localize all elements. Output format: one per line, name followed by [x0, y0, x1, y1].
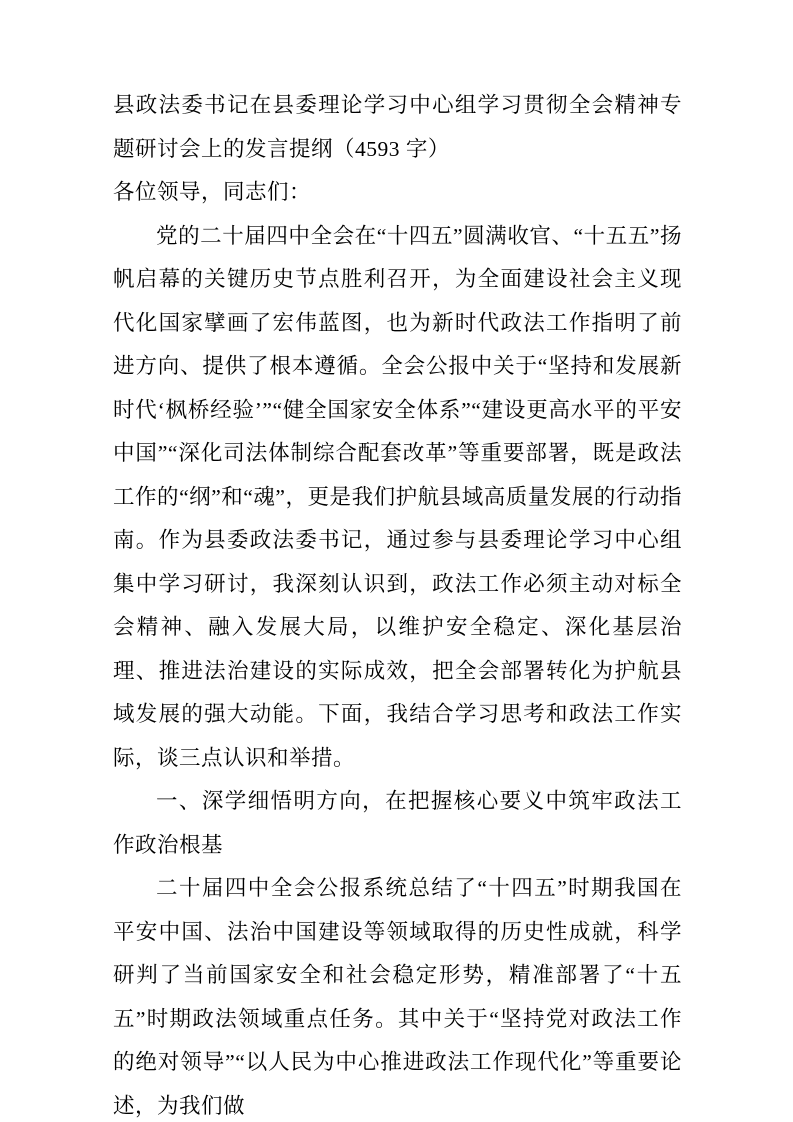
paragraph-1: 党的二十届四中全会在“十四五”圆满收官、“十五五”扬帆启幕的关键历史节点胜利召开，为全面建设社会主义现代化国家擘画了宏伟蓝图，也为新时代政法工作指明了前进方向、提供了根本遵循。全会公报中关于“坚持和发展新时代‘枫桥经验’”“健全国家安全体系”“建设更高水平的平安中国”“深化司法体制综合配套改革”等重要部署，既是政法工作的“纲”和“魂”，更是我们护航县域高质量发展的行动指南。作为县委政法委书记，通过参与县委理论学习中心组集中学习研讨，我深刻认识到，政法工作必须主动对标全会精神、融入发展大局，以维护安全稳定、深化基层治理、推进法治建设的实际成效，把全会部署转化为护航县域发展的强大动能。下面，我结合学习思考和政法工作实际，谈三点认识和举措。 — [113, 223, 682, 770]
document-content — [113, 84, 682, 1122]
paragraph-2: 二十届四中全会公报系统总结了“十四五”时期我国在平安中国、法治中国建设等领域取得的历史性成就，科学研判了当前国家安全和社会稳定形势，精准部署了“十五五”时期政法领域重点任务。其中关于“坚持党对政法工作的绝对领导”“以人民为中心推进政法工作现代化”等重要论述，为我们做 — [113, 876, 682, 1118]
section-heading-1: 一、深学细悟明方向，在把握核心要义中筑牢政法工作政治根基 — [113, 789, 682, 857]
greeting-line: 各位领导，同志们： — [113, 180, 312, 204]
document-title: 县政法委书记在县委理论学习中心组学习贯彻全会精神专题研讨会上的发言提纲（4593 字） — [113, 93, 682, 161]
